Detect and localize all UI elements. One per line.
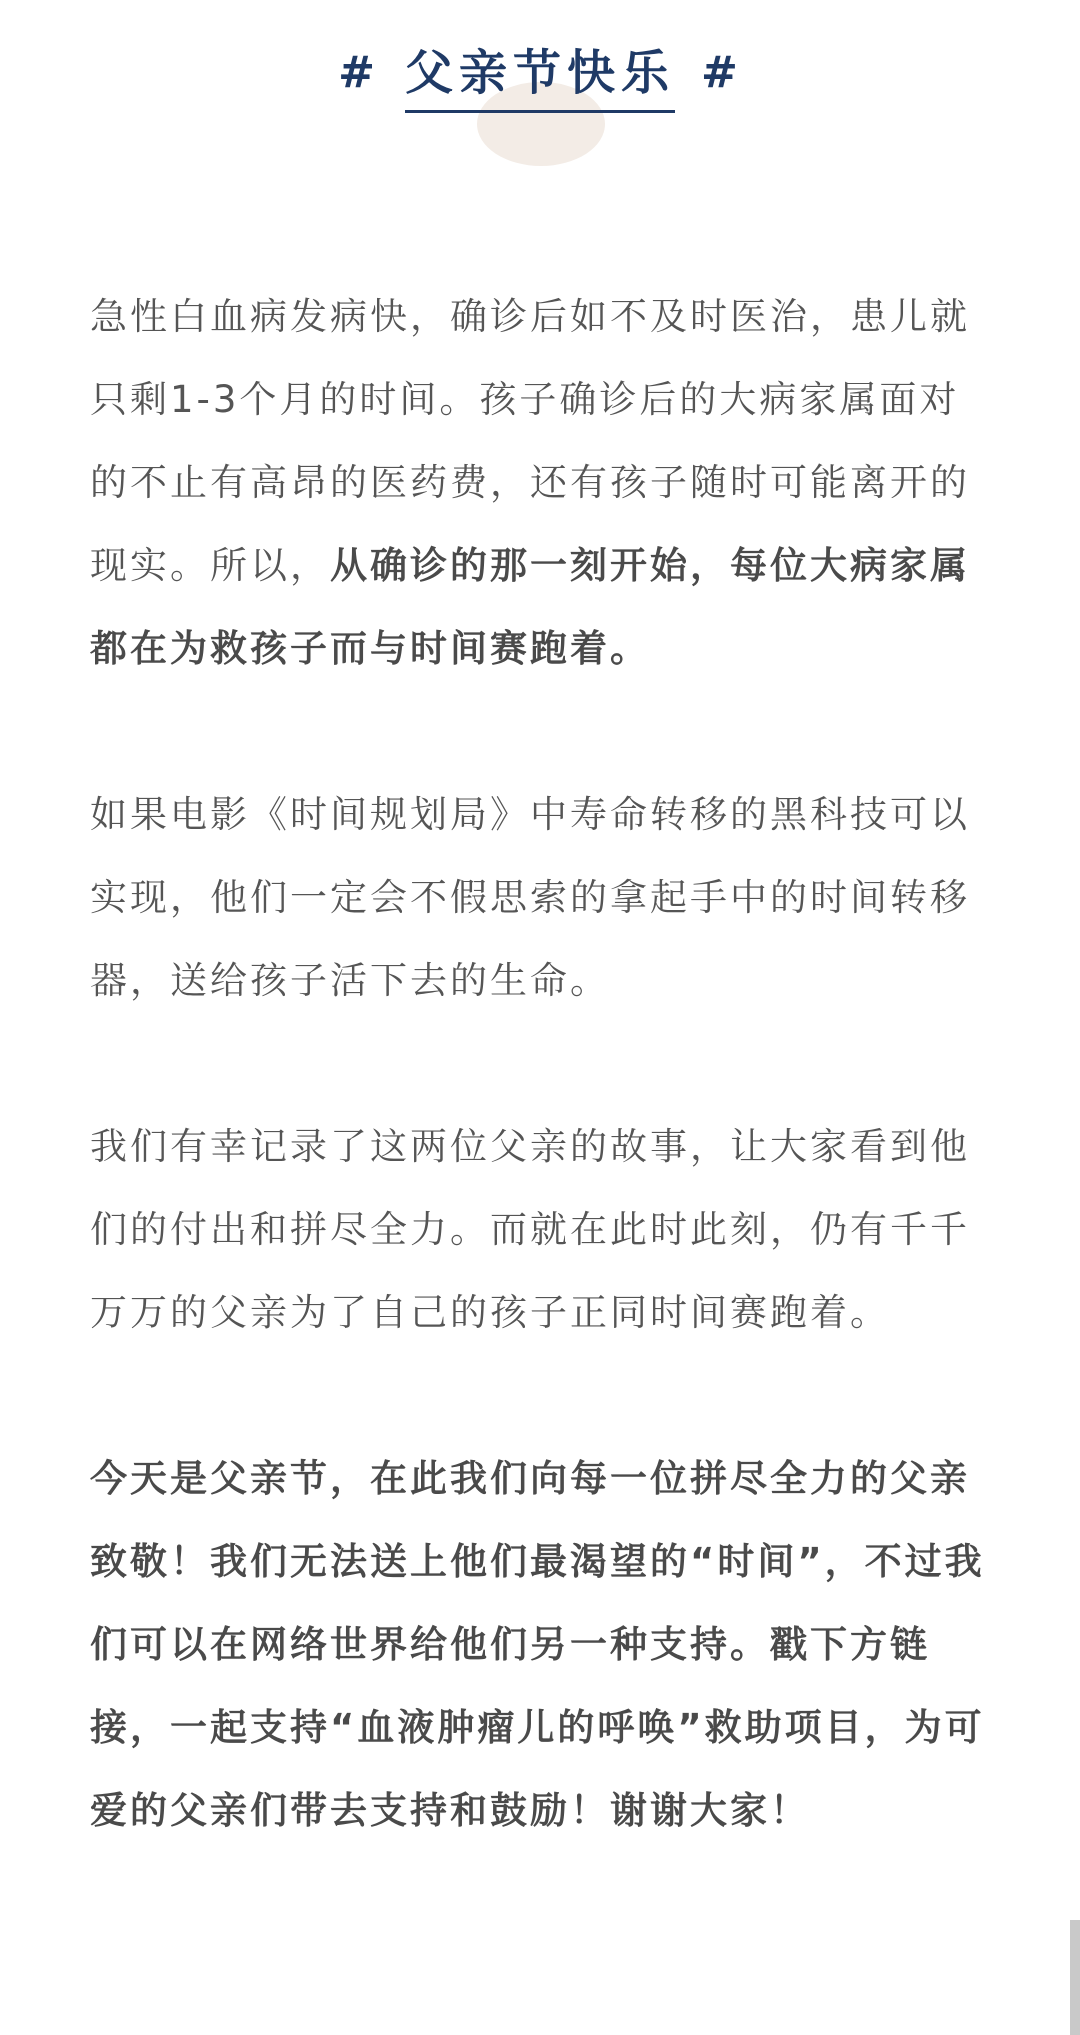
- scrollbar[interactable]: [1070, 1920, 1080, 2035]
- article-body: [90, 275, 992, 1852]
- paragraph-1-bold: 从确诊的那一刻开始，每位大病家属都在为救孩子而与时间赛跑着。: [90, 544, 970, 670]
- paragraph-2: 如果电影《时间规划局》中寿命转移的黑科技可以实现，他们一定会不假思索的拿起手中的时间转移器，送给孩子活下去的生命。: [90, 793, 970, 1002]
- paragraph-1-text: 急性白血病发病快，确诊后如不及时医治，患儿就只剩1-3个月的时间。孩子确诊后的大病家属面对的不止有高昂的医药费，还有孩子随时可能离开的现实。所以，: [90, 295, 970, 587]
- hash-left: #: [338, 47, 379, 98]
- paragraph-4: 今天是父亲节，在此我们向每一位拼尽全力的父亲致敬！我们无法送上他们最渴望的“时间”，不过我们可以在网络世界给他们另一种支持。戳下方链接，一起支持“血液肿瘤儿的呼唤”救助项目，为可爱的父亲们带去支持和鼓励！谢谢大家！: [90, 1457, 985, 1832]
- hash-right: #: [701, 47, 742, 98]
- paragraph-1: [90, 275, 992, 690]
- title-row: [0, 40, 1080, 113]
- paragraph-3: 我们有幸记录了这两位父亲的故事，让大家看到他们的付出和拼尽全力。而就在此时此刻，仍有千千万万的父亲为了自己的孩子正同时间赛跑着。: [90, 1125, 970, 1334]
- article-header: [0, 0, 1080, 180]
- page-title: 父亲节快乐: [405, 40, 675, 113]
